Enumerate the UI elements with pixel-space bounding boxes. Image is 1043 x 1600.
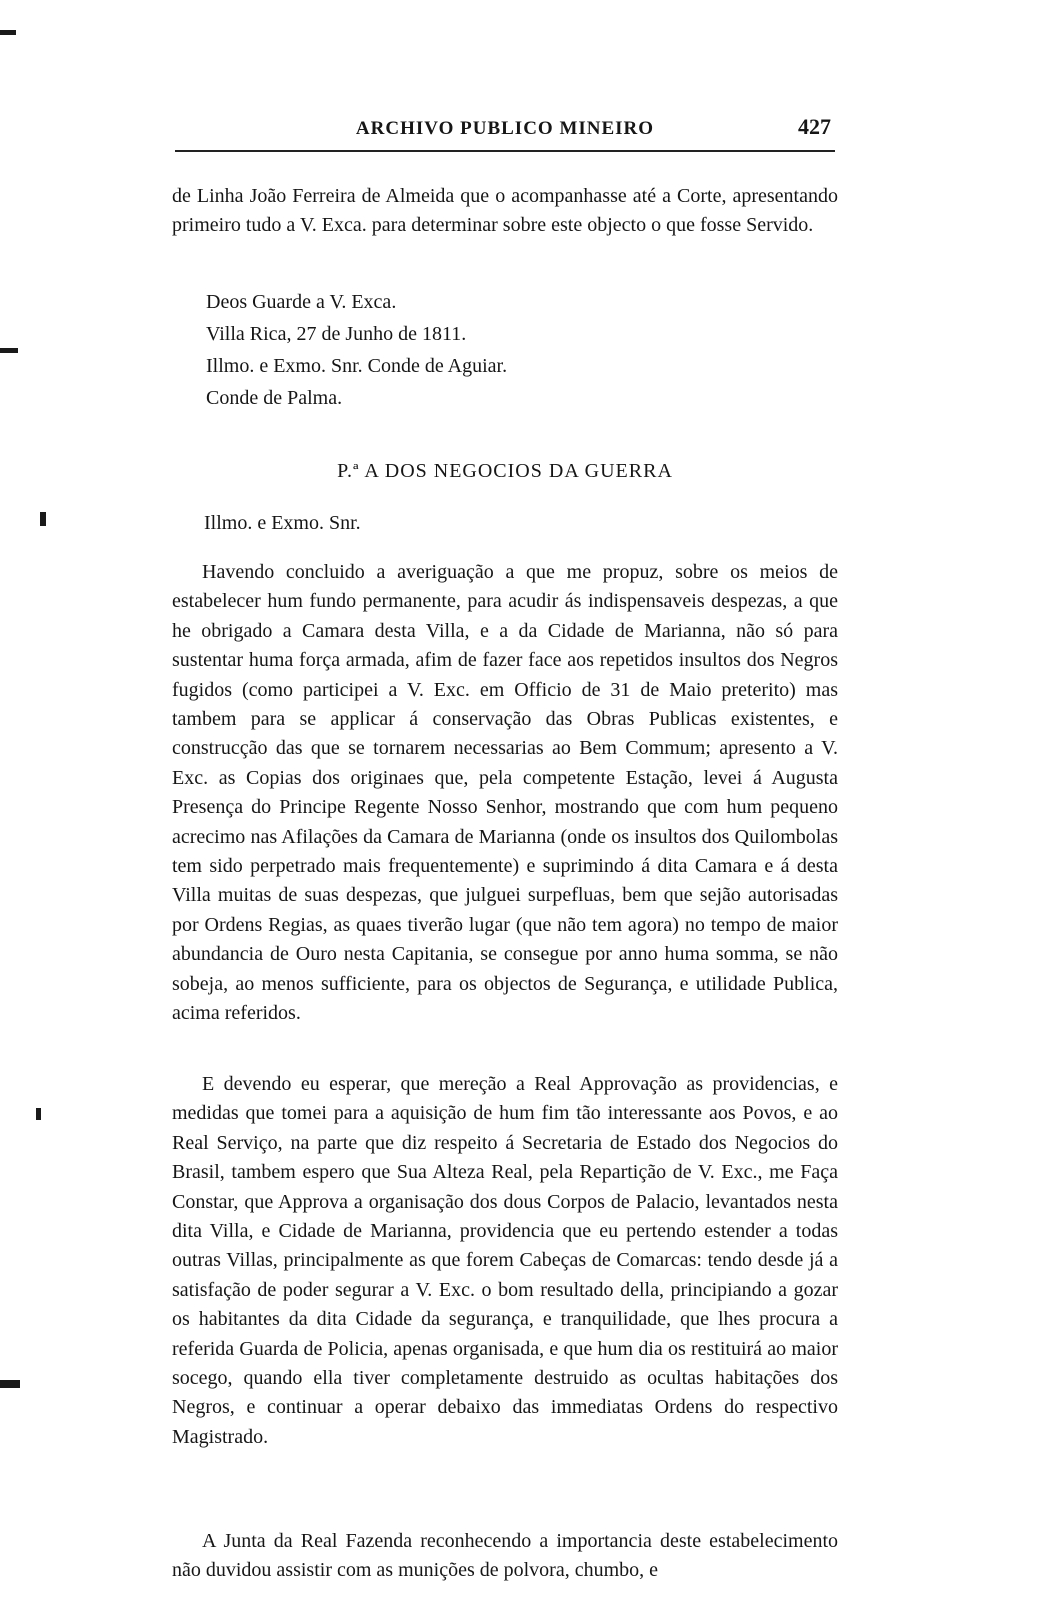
- body-text-third: [172, 1527, 838, 1586]
- closing-signature: Conde de Palma.: [206, 387, 343, 409]
- closing-addressee: Illmo. e Exmo. Snr. Conde de Aguiar.: [206, 355, 508, 377]
- scan-mark-dot-1: [40, 512, 46, 526]
- running-title: ARCHIVO PUBLICO MINEIRO: [355, 118, 655, 139]
- paragraph: A Junta da Real Fazenda reconhecendo a importancia deste estabelecimento não duvidou assistir com as munições de polvora, chumbo, e: [172, 1530, 838, 1582]
- body-text-second: [172, 1070, 838, 1452]
- paragraph: Havendo concluido a averiguação a que me propuz, sobre os meios de estabelecer hum fundo permanente, para acudir ás indispensaveis despezas, a que he obrigado a Camara desta Villa, e a da Cidade de Marianna, não só para sustentar huma força armada, afim de fazer face aos repetidos insultos dos Negros fugidos (como participei a V. Exc. em Officio de 31 de Maio preterito) mas tambem para se applicar á conservação das Obras Publicas existentes, e construcção das que se tornarem necessarias ao Bem Commum; apresento a V. Exc. as Copias dos originaes que, pela competente Estação, levei á Augusta Presença do Principe Regente Nosso Senhor, mostrando que com hum pequeno acrecimo nas Afilações da Camara de Marianna (onde os insultos dos Quilombolas tem sido perpetrado mais frequentemente) e suprimindo á dita Camara e á desta Villa muitas de suas despezas, que julguei surpefluas, bem que sejão autorisadas por Ordens Regias, as quaes tiverão lugar (que não tem agora) no tempo de maior abundancia de Ouro nesta Capitania, se consegue por anno huma somma, se não sobeja, ao menos sufficiente, para os objectos de Segurança, e utilidade Publica, acima referidos.: [172, 561, 838, 1025]
- scan-mark-bottom: [0, 1380, 20, 1388]
- salutation: Illmo. e Exmo. Snr.: [204, 512, 361, 534]
- section-heading-block: [172, 456, 838, 486]
- running-header: [175, 114, 835, 158]
- section-title: P.ª A DOS NEGOCIOS DA GUERRA: [337, 460, 673, 482]
- page-number: 427: [798, 114, 831, 139]
- header-rule: [175, 150, 835, 152]
- scan-mark-top: [0, 30, 16, 35]
- scan-mark-middle: [0, 348, 18, 353]
- body-text-main: [172, 558, 838, 1029]
- salutation-block: [172, 508, 838, 538]
- top-paragraph: de Linha João Ferreira de Almeida que o acompanhasse até a Corte, apresentando primeiro tudo a V. Exca. para determinar sobre este objecto o que fosse Servido.: [172, 185, 838, 237]
- body-text-top: [172, 182, 838, 241]
- scan-mark-dot-2: [36, 1108, 41, 1120]
- letter-closing: [172, 286, 838, 414]
- paragraph: E devendo eu esperar, que mereção a Real Approvação as providencias, e medidas que tomei para a aquisição de hum fim tão interessante aos Povos, e ao Real Serviço, na parte que diz respeito á Secretaria de Estado dos Negocios do Brasil, tambem espero que Sua Alteza Real, pela Repartição de V. Exc., me Faça Constar, que Approva a organisação dos dous Corpos de Palacio, levantados nesta dita Villa, e Cidade de Marianna, providencia que eu pertendo estender a todas outras Villas, principalmente as que forem Cabeças de Comarcas: tendo desde já a satisfação de poder segurar a V. Exc. o bom resultado della, principiando a gozar os habitantes da dita Cidade da segurança, e tranquilidade, que lhes procura a referida Guarda de Policia, apenas organisada, e que hum dia os restituirá ao maior socego, quando ella tiver completamente destruido as ocultas habitações dos Negros, e continuar a operar debaixo das immediatas Ordens do respectivo Magistrado.: [172, 1073, 838, 1448]
- closing-date: Villa Rica, 27 de Junho de 1811.: [206, 323, 467, 345]
- closing-line: Deos Guarde a V. Exca.: [206, 291, 397, 313]
